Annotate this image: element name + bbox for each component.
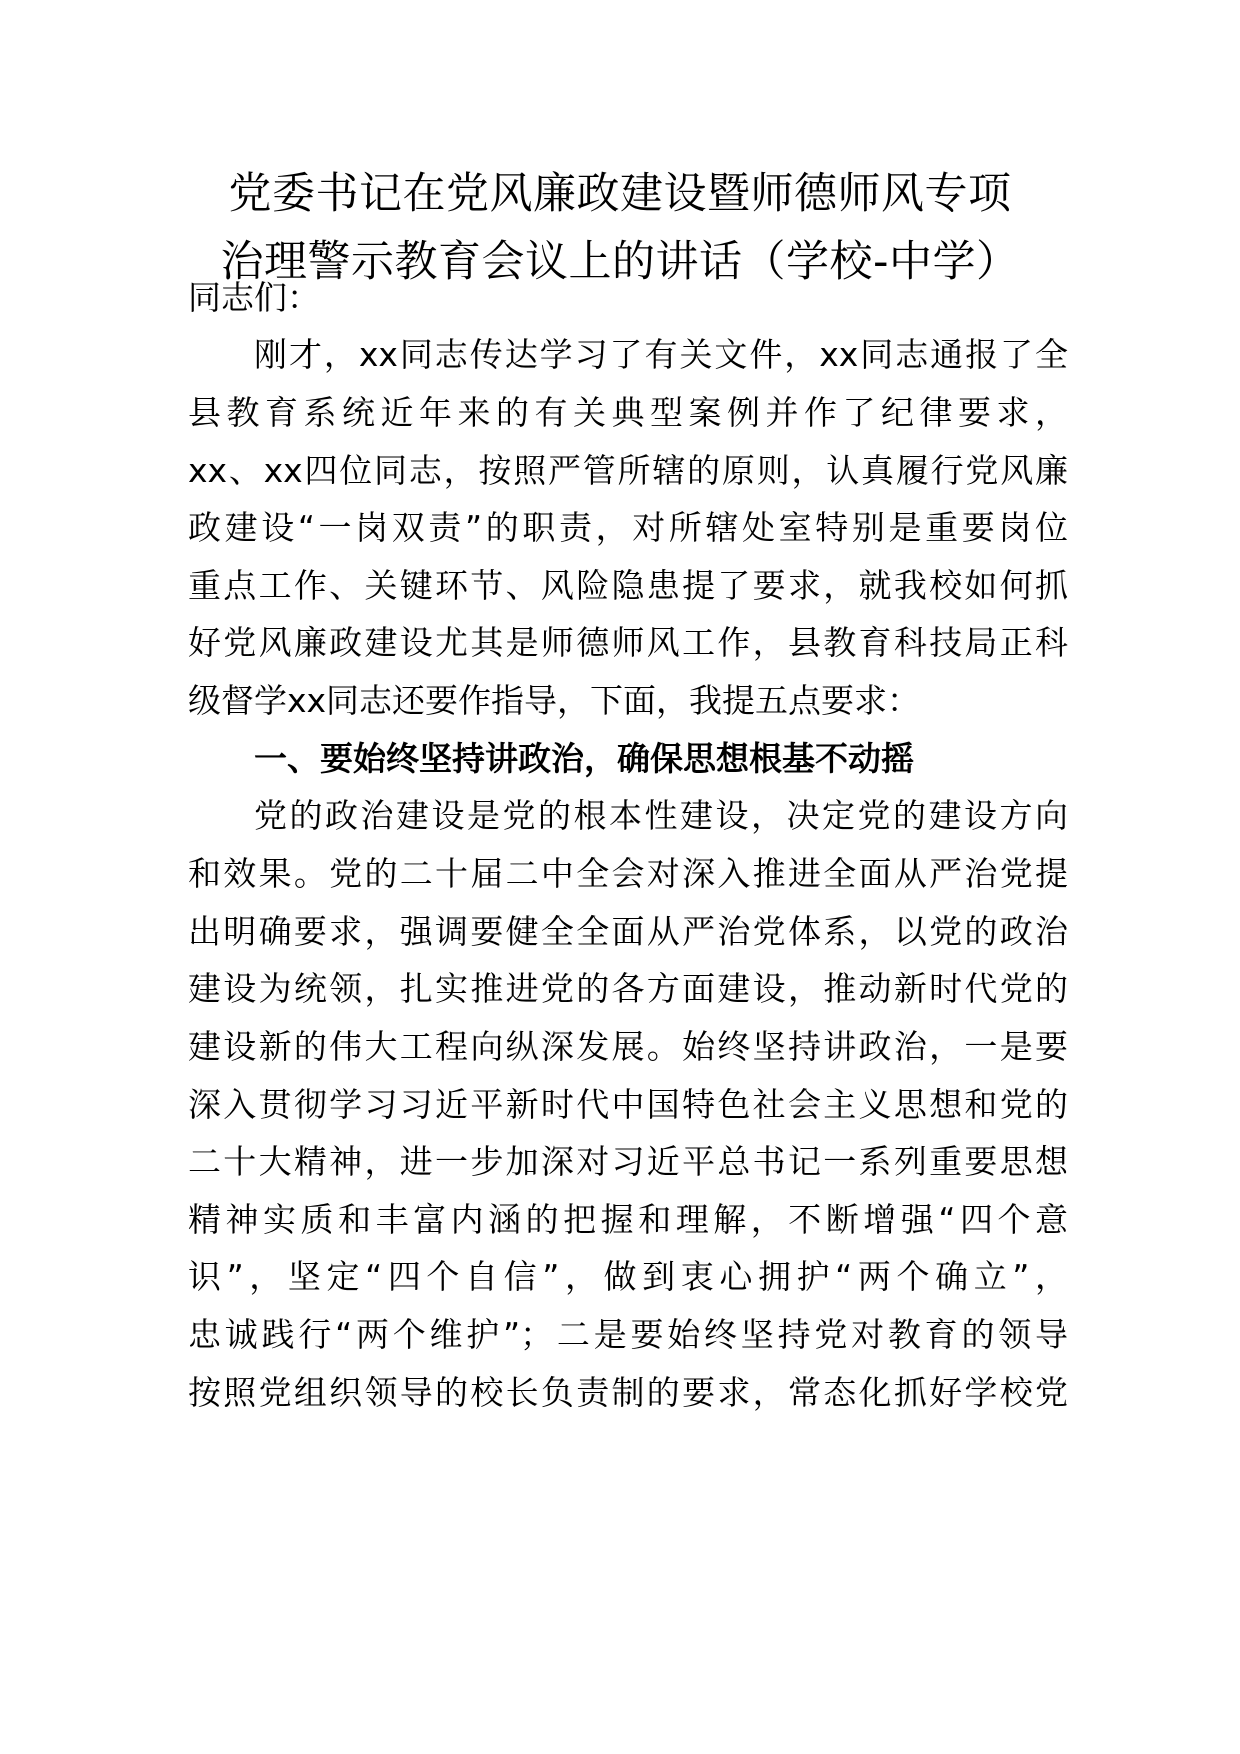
document-title-line-1: 党委书记在党风廉政建设暨师德师风专项 [228,169,1012,219]
paragraph-1-line: 重点工作、关键环节、风险隐患提了要求，就我校如何抓 [188,566,1068,605]
paragraph-1-line: 县教育系统近年来的有关典型案例并作了纪律要求， [188,393,1068,432]
paragraph-2-line: 二十大精神，进一步加深对习近平总书记一系列重要思想 [188,1142,1068,1181]
paragraph-1-line: 政建设“一岗双责”的职责，对所辖处室特别是重要岗位 [188,508,1068,547]
paragraph-2-line: 精神实质和丰富内涵的把握和理解，不断增强“四个意 [188,1200,1068,1239]
paragraph-2-line: 党的政治建设是党的根本性建设，决定党的建设方向 [254,796,1068,835]
document-title-line-2: 治理警示教育会议上的讲话（学校-中学） [220,237,1020,287]
greeting: 同志们： [188,278,320,317]
section-1-heading: 一、要始终坚持讲政治，确保思想根基不动摇 [254,739,914,778]
paragraph-1-line: 级督学xx同志还要作指导，下面，我提五点要求： [188,681,921,720]
paragraph-2-line: 深入贯彻学习习近平新时代中国特色社会主义思想和党的 [188,1085,1068,1124]
paragraph-2-line: 建设为统领，扎实推进党的各方面建设，推动新时代党的 [188,969,1068,1008]
paragraph-1-line: xx、xx四位同志，按照严管所辖的原则，认真履行党风廉 [188,451,1068,490]
paragraph-2-line: 按照党组织领导的校长负责制的要求，常态化抓好学校党 [188,1373,1068,1412]
paragraph-2-line: 忠诚践行“两个维护”；二是要始终坚持党对教育的领导 [188,1315,1068,1354]
paragraph-2-line: 建设新的伟大工程向纵深发展。始终坚持讲政治，一是要 [188,1027,1068,1066]
paragraph-2-line: 识”，坚定“四个自信”，做到衷心拥护“两个确立”， [188,1257,1068,1296]
paragraph-1-line: 好党风廉政建设尤其是师德师风工作，县教育科技局正科 [188,623,1068,662]
paragraph-2-line: 和效果。党的二十届二中全会对深入推进全面从严治党提 [188,854,1068,893]
paragraph-1-line: 刚才，xx同志传达学习了有关文件，xx同志通报了全 [254,335,1068,374]
paragraph-2-line: 出明确要求，强调要健全全面从严治党体系，以党的政治 [188,912,1068,951]
